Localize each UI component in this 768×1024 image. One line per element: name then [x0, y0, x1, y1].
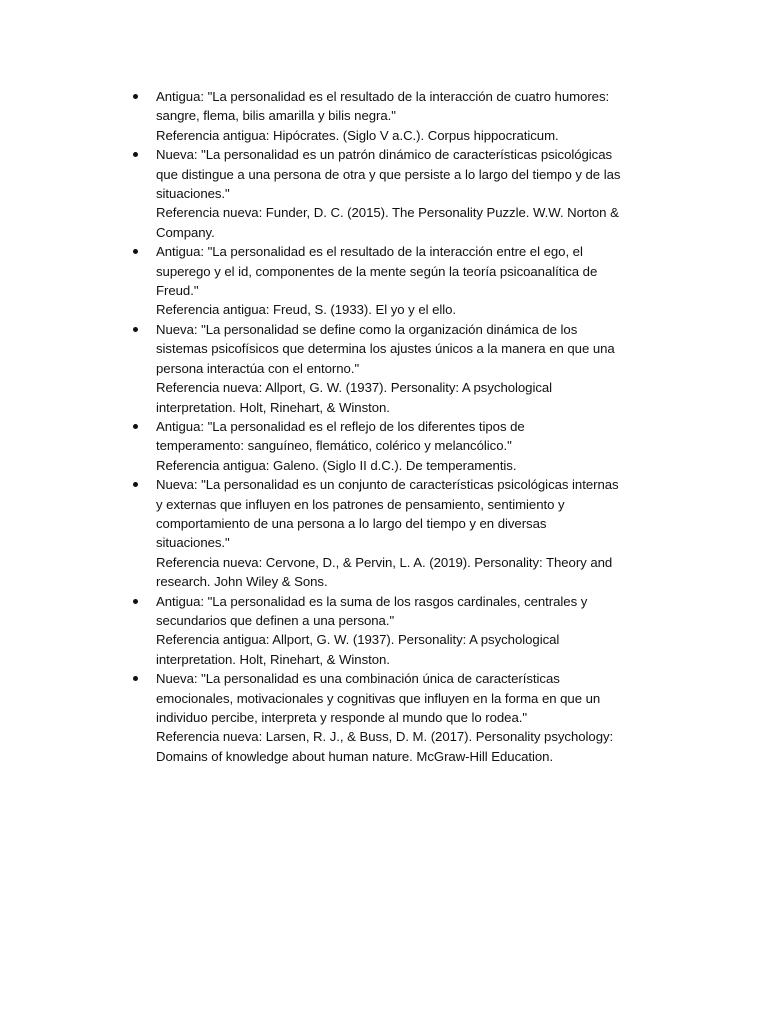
item-text-line: individuo percibe, interpreta y responde al mundo que lo rodea." — [156, 710, 527, 725]
item-text-line: que distingue a una persona de otra y que persiste a lo largo del tiempo y de las — [156, 166, 621, 182]
item-text-line: comportamiento de una persona a lo largo del tiempo y en diversas — [156, 515, 547, 531]
item-reference-line: Company. — [156, 224, 215, 240]
bullet-icon — [133, 152, 138, 157]
bullet-icon — [133, 482, 138, 487]
item-text-line: Antigua: "La personalidad es el resultado de la interacción de cuatro humores: — [156, 89, 610, 104]
list-item — [130, 242, 670, 320]
item-reference-line: Referencia antigua: Hipócrates. (Siglo V a.C.). Corpus hippocraticum. — [156, 127, 559, 143]
list-item — [130, 475, 670, 591]
item-text-line: sangre, flema, bilis amarilla y bilis negra." — [156, 108, 396, 124]
item-reference-line: interpretation. Holt, Rinehart, & Winston. — [156, 651, 390, 667]
item-text-line: sistemas psicofísicos que determina los ajustes únicos a la manera en que una — [156, 341, 615, 357]
item-text-line: secundarios que definen a una persona." — [156, 612, 395, 628]
list-item — [130, 592, 670, 670]
item-reference-line: Referencia nueva: Cervone, D., & Pervin, L. A. (2019). Personality: Theory and — [156, 554, 613, 570]
item-reference-line: research. John Wiley & Sons. — [156, 574, 328, 590]
bullet-icon — [133, 249, 138, 254]
item-text-line: superego y el id, componentes de la mente según la teoría psicoanalítica de — [156, 263, 598, 279]
bullet-icon — [133, 94, 138, 99]
item-reference-line: Referencia antigua: Galeno. (Siglo II d.C.). De temperamentis. — [156, 457, 517, 473]
item-text-line: Antigua: "La personalidad es la suma de los rasgos cardinales, centrales y — [156, 593, 588, 609]
list-item — [130, 669, 670, 766]
item-text-line: situaciones." — [156, 535, 230, 551]
list-item — [130, 87, 670, 145]
item-reference-line: Referencia antigua: Allport, G. W. (1937). Personality: A psychological — [156, 632, 560, 648]
item-text-line: Antigua: "La personalidad es el resultado de la interacción entre el ego, el — [156, 244, 583, 260]
item-text-line: temperamento: sanguíneo, flemático, colérico y melancólico." — [156, 438, 512, 454]
item-text-line: Freud." — [156, 283, 199, 299]
item-text-line: emocionales, motivacionales y cognitivas que influyen en la forma en que un — [156, 690, 601, 706]
item-text-line: Nueva: "La personalidad se define como la organización dinámica de los — [156, 321, 578, 337]
item-text-line: y externas que influyen en los patrones de pensamiento, sentimiento y — [156, 496, 565, 512]
item-reference-line: Referencia nueva: Allport, G. W. (1937). Personality: A psychological — [156, 380, 553, 396]
list-item — [130, 417, 670, 475]
item-text-line: persona interactúa con el entorno." — [156, 360, 360, 376]
list-item — [130, 145, 670, 242]
item-text-line: situaciones." — [156, 186, 230, 202]
bullet-icon — [133, 676, 138, 681]
item-reference-line: interpretation. Holt, Rinehart, & Winston. — [156, 399, 390, 415]
item-text-line: Nueva: "La personalidad es una combinación única de características — [156, 671, 560, 687]
item-text-line: Nueva: "La personalidad es un patrón dinámico de características psicológicas — [156, 147, 613, 163]
list-item — [130, 320, 670, 417]
definitions-list — [130, 87, 670, 766]
bullet-icon — [133, 327, 138, 332]
item-reference-line: Domains of knowledge about human nature. McGraw-Hill Education. — [156, 748, 554, 764]
item-reference-line: Referencia nueva: Funder, D. C. (2015). The Personality Puzzle. W.W. Norton & — [156, 205, 619, 221]
item-text-line: Antigua: "La personalidad es el reflejo de los diferentes tipos de — [156, 418, 525, 434]
item-text-line: Nueva: "La personalidad es un conjunto de características psicológicas internas — [156, 477, 619, 493]
bullet-icon — [133, 599, 138, 604]
item-reference-line: Referencia nueva: Larsen, R. J., & Buss, D. M. (2017). Personality psychology: — [156, 729, 614, 745]
bullet-icon — [133, 424, 138, 429]
item-reference-line: Referencia antigua: Freud, S. (1933). El yo y el ello. — [156, 302, 457, 318]
